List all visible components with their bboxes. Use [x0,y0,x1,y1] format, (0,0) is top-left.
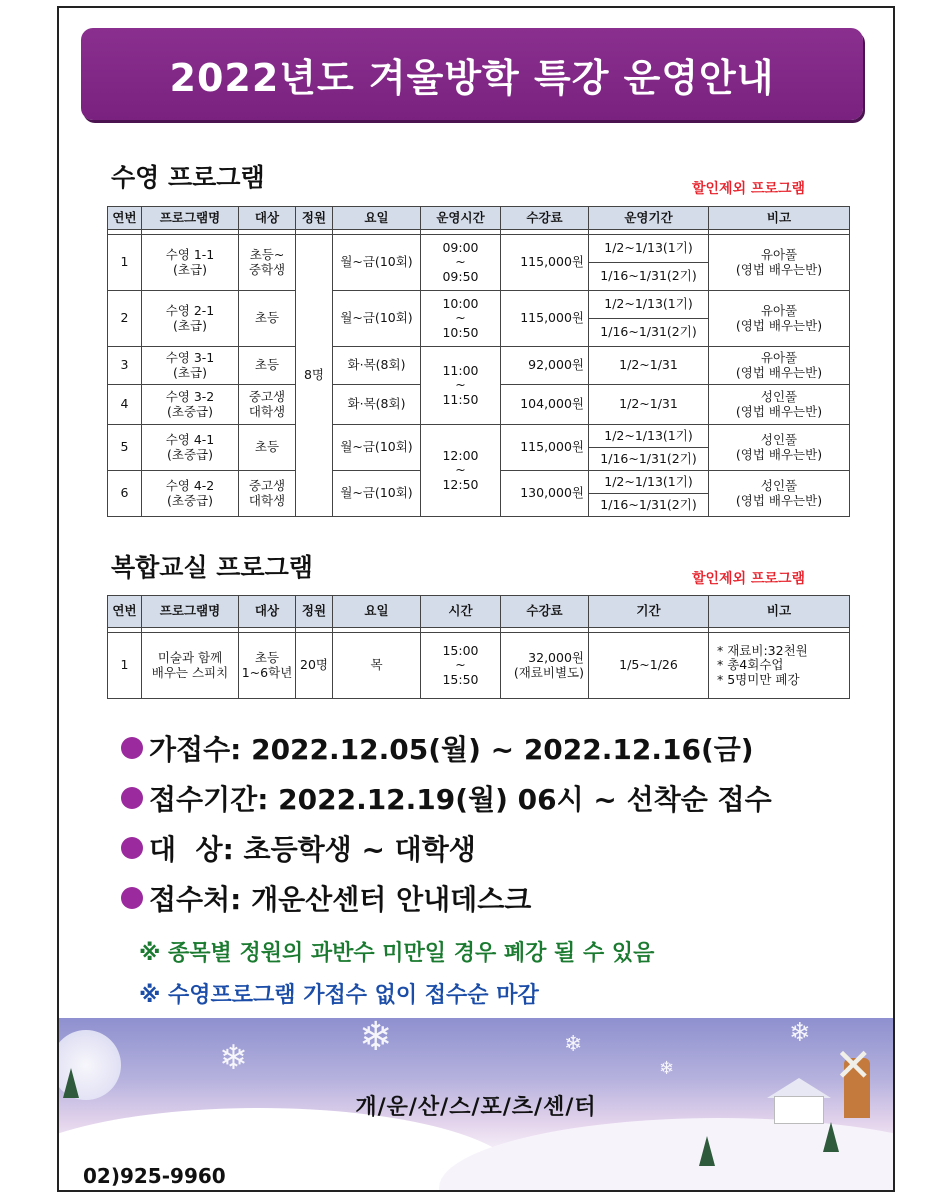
row-no: 2 [108,291,142,347]
col-header: 요일 [333,207,421,230]
remark: 성인풀 (영법 배우는반) [709,425,850,471]
program-name: 미술과 함께 배우는 스피치 [142,633,239,699]
fee: 115,000원 [501,235,589,291]
col-header: 시간 [421,596,501,628]
notice-frame [57,6,895,1192]
remark: 성인풀 (영법 배우는반) [709,471,850,517]
row-no: 1 [108,633,142,699]
swim-section-title: 수영 프로그램 [111,163,265,192]
row-no: 1 [108,235,142,291]
complex-discount-note: 할인제외 프로그램 [692,571,806,587]
fee: 92,000원 [501,347,589,385]
period: 1/16~1/31(2기) [589,494,709,517]
time: 15:00 ~ 15:50 [421,633,501,699]
period: 1/2~1/31 [589,385,709,425]
snowflake-icon: ❄ [359,1018,393,1060]
snowflake-icon: ❄ [219,1038,248,1078]
remark: 성인풀 (영법 배우는반) [709,385,850,425]
fee: 104,000원 [501,385,589,425]
col-header: 대상 [239,596,296,628]
fee: 115,000원 [501,425,589,471]
table-row [108,291,850,319]
info-pre-registration: 가접수: 2022.12.05(월) ~ 2022.12.16(금) [121,723,772,773]
info-place: 접수처: 개운산센터 안내데스크 [121,873,772,923]
table-row [108,235,850,263]
program-name: 수영 3-1 (초급) [142,347,239,385]
program-name: 수영 2-1 (초급) [142,291,239,347]
snowflake-icon: ❄ [659,1058,675,1079]
col-header: 정원 [296,596,333,628]
program-name: 수영 4-2 (초중급) [142,471,239,517]
period: 1/16~1/31(2기) [589,263,709,291]
time: 11:00 ~ 11:50 [421,347,501,425]
period: 1/2~1/13(1기) [589,235,709,263]
capacity: 20명 [296,633,333,699]
table-row [108,347,850,385]
fee: 32,000원 (재료비별도) [501,633,589,699]
target: 초등 [239,347,296,385]
complex-table [107,595,850,699]
col-header: 수강료 [501,207,589,230]
col-header: 정원 [296,207,333,230]
remark: * 재료비:32천원 * 총4회수업 * 5명미만 폐강 [709,633,850,699]
target: 중고생 대학생 [239,385,296,425]
bullet-dot-icon [121,887,143,909]
col-header: 요일 [333,596,421,628]
row-no: 5 [108,425,142,471]
period: 1/5~1/26 [589,633,709,699]
row-no: 6 [108,471,142,517]
remark: 유아풀 (영법 배우는반) [709,235,850,291]
program-name: 수영 1-1 (초급) [142,235,239,291]
info-registration-period: 접수기간: 2022.12.19(월) 06시 ~ 선착순 접수 [121,773,772,823]
complex-header-row [108,596,850,628]
period: 1/16~1/31(2기) [589,319,709,347]
snowflake-icon: ❄ [564,1032,583,1057]
program-name: 수영 3-2 (초중급) [142,385,239,425]
info-target: 대 상: 초등학생 ~ 대학생 [121,823,772,873]
days: 월~금(10회) [333,425,421,471]
period: 1/2~1/13(1기) [589,471,709,494]
swim-header-row [108,207,850,230]
target: 중고생 대학생 [239,471,296,517]
info-list [121,723,772,923]
time: 12:00 ~ 12:50 [421,425,501,517]
days: 화·목(8회) [333,385,421,425]
time: 09:00 ~ 09:50 [421,235,501,291]
col-header: 운영기간 [589,207,709,230]
snowflake-icon: ❄ [789,1018,811,1048]
days: 월~금(10회) [333,471,421,517]
fee: 115,000원 [501,291,589,347]
remark: 유아풀 (영법 배우는반) [709,291,850,347]
col-header: 연번 [108,596,142,628]
col-header: 운영시간 [421,207,501,230]
complex-section-title: 복합교실 프로그램 [111,553,313,582]
capacity: 8명 [296,235,333,517]
time: 10:00 ~ 10:50 [421,291,501,347]
target: 초등 [239,425,296,471]
col-header: 대상 [239,207,296,230]
remark: 유아풀 (영법 배우는반) [709,347,850,385]
target: 초등~ 중학생 [239,235,296,291]
bullet-dot-icon [121,737,143,759]
table-row [108,633,850,699]
swim-close-note: ※ 수영프로그램 가접수 없이 접수순 마감 [139,983,539,1008]
col-header: 프로그램명 [142,596,239,628]
col-header: 수강료 [501,596,589,628]
days: 화·목(8회) [333,347,421,385]
period: 1/16~1/31(2기) [589,448,709,471]
col-header: 비고 [709,207,850,230]
fee: 130,000원 [501,471,589,517]
program-name: 수영 4-1 (초중급) [142,425,239,471]
col-header: 연번 [108,207,142,230]
bullet-dot-icon [121,787,143,809]
title-banner [81,28,863,120]
tree-icon [823,1122,839,1152]
target: 초등 1~6학년 [239,633,296,699]
windmill-blades-icon: ✕ [834,1038,873,1092]
col-header: 프로그램명 [142,207,239,230]
day: 목 [333,633,421,699]
row-no: 3 [108,347,142,385]
bullet-dot-icon [121,837,143,859]
row-no: 4 [108,385,142,425]
days: 월~금(10회) [333,235,421,291]
phone-number: 02)925-9960 [83,1164,226,1188]
swim-discount-note: 할인제외 프로그램 [692,181,806,197]
col-header: 기간 [589,596,709,628]
days: 월~금(10회) [333,291,421,347]
table-row [108,425,850,448]
center-name: 개/운/산/스/포/츠/센/터 [355,1095,597,1120]
target: 초등 [239,291,296,347]
tree-icon [699,1136,715,1166]
cancel-note: ※ 종목별 정원의 과반수 미만일 경우 폐강 될 수 있음 [139,941,655,966]
page-title: 2022년도 겨울방학 특강 운영안내 [169,55,775,100]
period: 1/2~1/13(1기) [589,291,709,319]
swim-table [107,206,850,517]
col-header: 비고 [709,596,850,628]
period: 1/2~1/31 [589,347,709,385]
period: 1/2~1/13(1기) [589,425,709,448]
